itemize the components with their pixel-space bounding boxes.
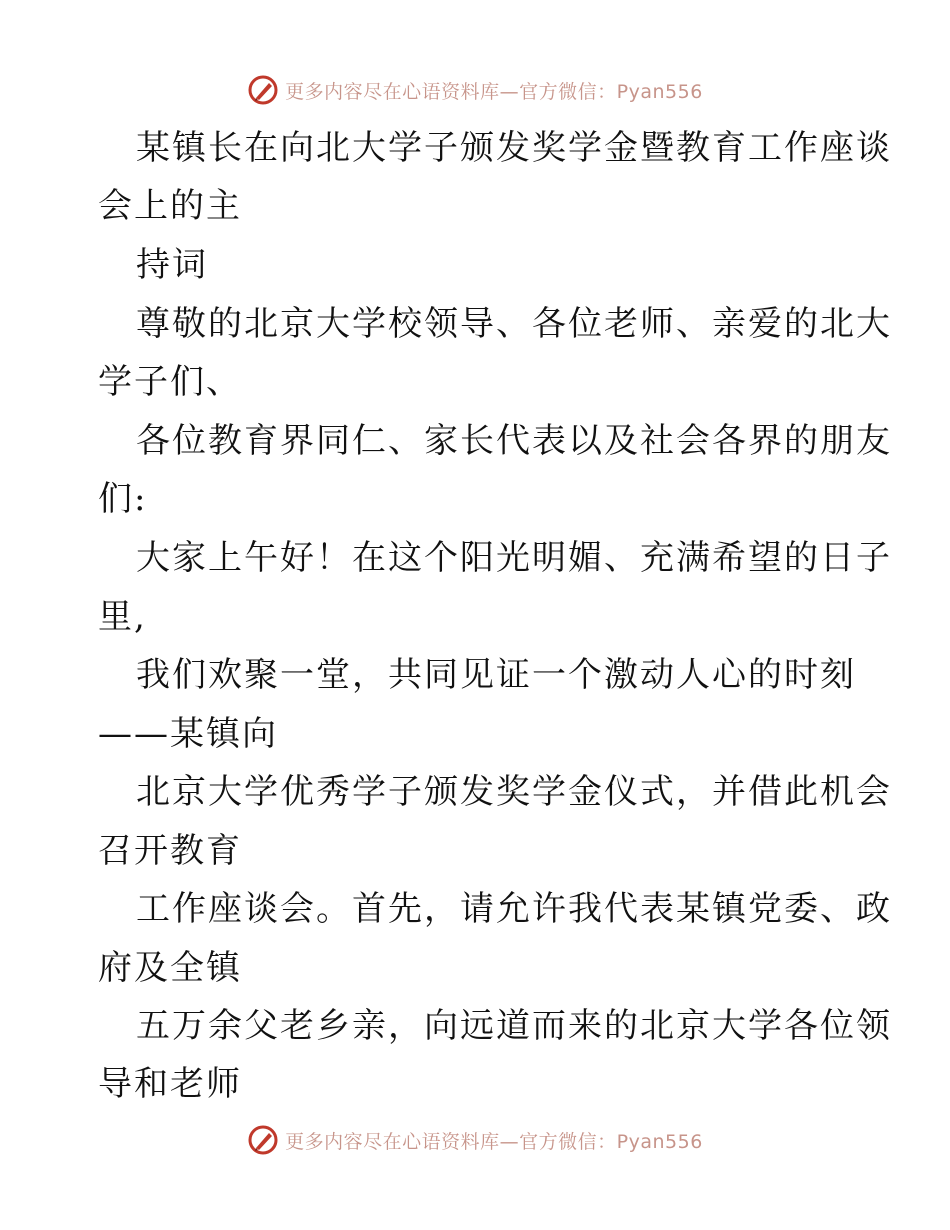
footer-watermark-banner [0,1120,950,1160]
text-line: 召开教育 [98,831,242,871]
text-line: 大家上午好！在这个阳光明媚、充满希望的日子 [136,538,892,578]
text-line: 会上的主 [98,186,242,226]
text-line: 工作座谈会。首先，请允许我代表某镇党委、政 [136,889,892,929]
text-line: 们: [98,479,148,519]
text-line: 我们欢聚一堂，共同见证一个激动人心的时刻 [136,655,856,695]
pen-logo-icon [247,1124,279,1156]
banner-text: 更多内容尽在心语资料库—官方微信：Pyan556 [285,1130,703,1153]
text-line: 某镇长在向北大学子颁发奖学金暨教育工作座谈 [136,128,892,168]
text-line: ——某镇向 [98,714,278,754]
text-line: 持词 [136,245,208,285]
text-line: 尊敬的北京大学校领导、各位老师、亲爱的北大 [136,304,892,344]
text-line: 五万余父老乡亲，向远道而来的北京大学各位领 [136,1006,892,1046]
text-line: 府及全镇 [98,948,242,988]
banner-text: 更多内容尽在心语资料库—官方微信：Pyan556 [285,80,703,103]
text-line: 里, [98,597,147,637]
text-line: 北京大学优秀学子颁发奖学金仪式，并借此机会 [136,772,892,812]
text-line: 各位教育界同仁、家长代表以及社会各界的朋友 [136,421,892,461]
text-line: 导和老师 [98,1064,242,1104]
text-line: 学子们、 [98,362,242,402]
